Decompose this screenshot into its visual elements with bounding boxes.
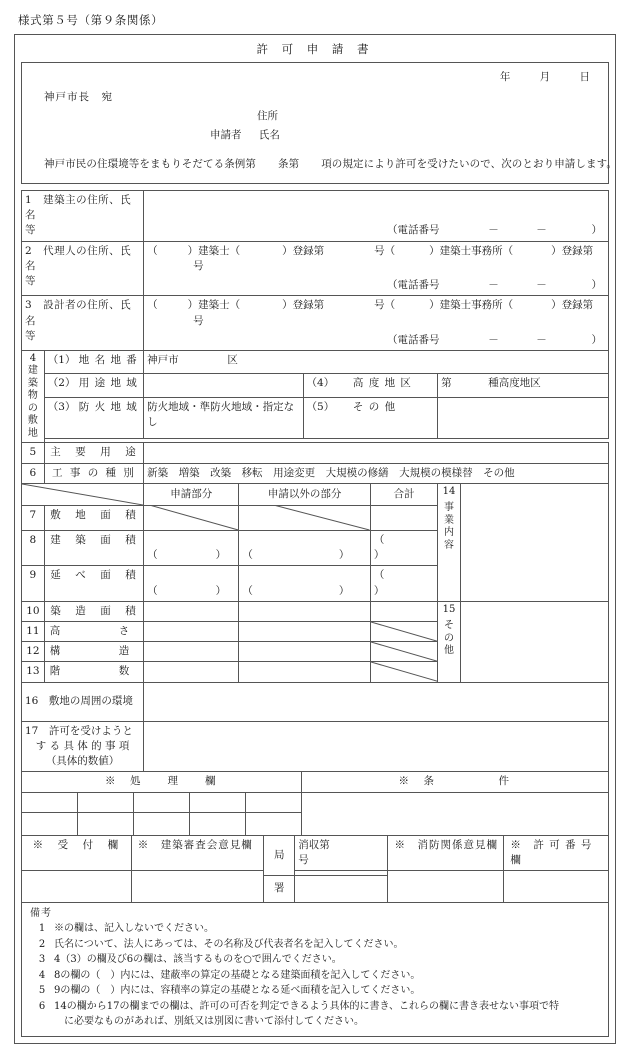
shori-cell-1-4[interactable] (189, 792, 245, 812)
sho-label: 署 (264, 875, 295, 902)
tel-label: （電話番号 (387, 224, 440, 237)
shoshu-go: 号 (298, 853, 309, 866)
area-row-13-label: 階 数 (44, 662, 143, 682)
area-row-13-col1[interactable] (239, 662, 370, 682)
section4-item5-label (303, 397, 438, 438)
shoshu-label: 消収第 (298, 838, 330, 851)
row-section4-item2 (22, 374, 609, 397)
section4-item3-value[interactable] (144, 397, 303, 438)
section4-vline-1: 物の (27, 390, 38, 414)
row-section5 (22, 443, 609, 463)
section15-vline-0: そ (443, 620, 454, 632)
area-row-11-col2[interactable] (370, 622, 437, 642)
tel-dash-1: － (488, 224, 499, 237)
arch-toroku2-2: ）登録第 (551, 244, 594, 257)
note-item (30, 983, 602, 999)
addressee: 神戸市長 宛 (44, 91, 113, 103)
date-day: 日 (579, 71, 590, 83)
shori-cell-2-4[interactable] (189, 812, 245, 835)
section6-options: 新築 増築 改築 移転 用途変更 大規模の修繕 大規模の模様替 その他 (147, 466, 515, 479)
section4-item3-no: （3） (47, 400, 76, 413)
row-section17 (22, 721, 609, 772)
area-row-8-col0[interactable] (144, 530, 239, 565)
area-row-11-col0[interactable] (144, 622, 239, 642)
section4-item4-text: 高 度 地 区 (352, 377, 412, 390)
note-item (30, 937, 602, 953)
area-row-12-col0[interactable] (144, 642, 239, 662)
section15-input-area[interactable] (460, 601, 608, 682)
row1-label-a: 1 建築主の住所、氏名 (25, 194, 132, 222)
row-section6 (22, 463, 609, 483)
note-item (30, 952, 602, 968)
row2-tel[interactable] (144, 276, 609, 296)
note-text: 4（3）の欄及び6の欄は、該当するものを○で囲んでください。 (54, 954, 342, 966)
note-item (30, 999, 602, 1015)
note-text: ※の欄は、記入しないでください。 (54, 923, 214, 935)
section4-item3-label (44, 397, 143, 438)
row1-input-area[interactable] (144, 191, 609, 220)
section4-item2-label (44, 374, 143, 397)
document-title: 許 可 申 請 書 (256, 42, 374, 56)
section4-vline-2: 敷地 (27, 415, 38, 439)
area-row-11-label: 高 さ (44, 622, 143, 642)
area-row-7-col0[interactable] (144, 505, 239, 530)
section4-item2-no: （2） (47, 377, 76, 390)
note-text: 14の欄から17の欄までの欄は、許可の可否を判定できるよう具体的に書き、これらの欄に書き表せない事項で特 (54, 1000, 560, 1012)
row2-arch-line[interactable] (144, 241, 609, 276)
shori-cell-2-3[interactable] (133, 812, 189, 835)
shoshu-value-sho[interactable] (295, 875, 388, 902)
area-row-9-col1[interactable] (239, 566, 370, 601)
area-row-7-no: 7 (22, 505, 45, 530)
area-row-10-no: 10 (22, 601, 45, 621)
section4-item5-value[interactable] (438, 397, 609, 438)
section14-bottom-right[interactable] (460, 566, 608, 601)
joken-value[interactable] (301, 792, 609, 835)
paren-close-9-1: ） (338, 584, 350, 597)
date-line (32, 67, 598, 88)
note-number: 3 (38, 954, 46, 966)
area-row-9-label: 延 べ 面 積 (44, 566, 143, 601)
paren-open-8-0: （ (147, 549, 158, 562)
area-row-9-col2[interactable] (370, 566, 437, 601)
tel-dash-2: － (536, 224, 547, 237)
processing-header-row (22, 772, 609, 792)
area-row-9-col0[interactable] (144, 566, 239, 601)
official-processing-table (21, 772, 609, 835)
row-section16 (22, 682, 609, 721)
joken-header: ※ 条 件 (301, 772, 609, 792)
statement-part1: 神戸市民の住環境等をまもりそだてる条例第 (44, 158, 256, 170)
date-year: 年 (499, 71, 511, 83)
areas-col-header-0: 申請部分 (144, 483, 239, 505)
area-row-8-col1[interactable] (239, 530, 370, 565)
section4-item4-no: （4） (306, 377, 335, 390)
row-areas-header (22, 483, 609, 505)
section4-item2-value[interactable] (144, 374, 303, 397)
processing-row-1 (22, 792, 609, 812)
shobo-header: ※ 消防関係意見欄 (388, 836, 504, 871)
arch-kenchikushi-2: ）建築士（ (187, 244, 241, 257)
section4-item1-city: 神戸市 (147, 353, 179, 366)
paren-open-9-1: （ (242, 584, 253, 597)
notes-title: 備考 (30, 907, 52, 919)
section15-vline-1: の (443, 632, 454, 644)
area-row-8-col2[interactable] (370, 530, 437, 565)
name-label: 氏名 (258, 129, 280, 141)
row1-tel[interactable] (144, 220, 609, 242)
applicant-name-row (32, 123, 598, 142)
section4-item5-no: （5） (306, 400, 335, 413)
note-text: 8の欄の（ ）内には、建蔽率の算定の基礎となる建築面積を記入してください。 (54, 969, 421, 981)
arch-go-open-3: 号（ (374, 299, 396, 312)
area-row-11-col1[interactable] (239, 622, 370, 642)
row-kenchikunushi (22, 191, 609, 220)
arch-toroku2-3: ）登録第 (551, 299, 594, 312)
note-number: 2 (38, 938, 46, 950)
section15-number: 15 (442, 603, 456, 615)
section17-value[interactable] (144, 721, 609, 772)
area-row-13-no: 13 (22, 662, 45, 682)
section14-vline-3: 容 (443, 539, 454, 551)
reception-header-row (22, 836, 609, 871)
row2-label-cell (22, 241, 144, 296)
note-item (30, 968, 602, 984)
shinsakai-value[interactable] (131, 870, 264, 902)
tel-close: ） (591, 224, 602, 237)
section4-item1-text: 地 名 地 番 (78, 353, 138, 366)
area-row-9-no: 9 (22, 566, 45, 601)
areas-corner-diagonal (22, 483, 144, 505)
section5-value[interactable] (144, 443, 609, 463)
area-row-13-col0[interactable] (144, 662, 239, 682)
arch-open-3: （ (147, 299, 158, 312)
notes-section (21, 903, 609, 1037)
area-row-12-col2[interactable] (370, 642, 437, 662)
row-area-9 (22, 566, 609, 601)
row-dairinin (22, 241, 609, 276)
section4-item3-options: 防火地域・準防火地域・指定なし (147, 400, 295, 428)
area-row-10-col1[interactable] (239, 601, 370, 621)
section14-vline-0: 事 (443, 502, 454, 514)
applicant-address-row (32, 104, 598, 123)
section16-value[interactable] (144, 682, 609, 721)
kyoka-value[interactable] (504, 870, 609, 902)
note-item (30, 921, 602, 937)
tel-dash-4: － (536, 279, 547, 292)
tel-label-2: （電話番号 (387, 279, 440, 292)
section4-item2-text: 用 途 地 域 (78, 377, 138, 390)
section4-item1-ku: 区 (227, 353, 238, 366)
area-row-7-col1[interactable] (239, 505, 370, 530)
arch-go-3: 号 (193, 314, 204, 327)
section4-item4-shu: 種高度地区 (488, 377, 541, 390)
tel-dash-6: － (536, 333, 547, 346)
note-text: 9の欄の（ ）内には、容積率の算定の基礎となる延べ面積を記入してください。 (54, 985, 421, 997)
row3-label-cell (22, 296, 144, 351)
arch-open-2: （ (147, 244, 158, 257)
section4-item1-value[interactable] (144, 350, 609, 373)
section5-label: 主 要 用 途 (44, 443, 143, 463)
tel-label-3: （電話番号 (387, 333, 440, 346)
section5-number: 5 (22, 443, 45, 463)
shoshu-header (295, 836, 388, 871)
area-row-7-col2[interactable] (370, 505, 437, 530)
shori-cell-2-5[interactable] (245, 812, 301, 835)
area-row-10-col0[interactable] (144, 601, 239, 621)
statement-line (32, 142, 617, 175)
shori-cell-1-2[interactable] (77, 792, 133, 812)
section17-line3: （具体的数値） (45, 755, 120, 768)
section17-line2: す る 具 体 的 事 項 (35, 739, 130, 752)
shinsakai-header: ※ 建築審査会意見欄 (131, 836, 264, 871)
section6-value[interactable] (144, 463, 609, 483)
row-area-10 (22, 601, 609, 621)
shori-cell-1-1[interactable] (22, 792, 78, 812)
section4-item4-dai: 第 (441, 377, 452, 390)
kyoku-label: 局 (264, 836, 295, 876)
address-label: 住所 (257, 110, 278, 122)
section6-label: 工 事 の 種 別 (44, 463, 143, 483)
row2-label-a: 2 代理人の住所、氏名 (25, 244, 132, 272)
row-section4-item1 (22, 350, 609, 373)
row1-label-cell (22, 191, 144, 242)
paren-open-9-2: （ (373, 569, 385, 582)
row-sekkeisha (22, 296, 609, 331)
shori-header: ※ 処 理 欄 (22, 772, 302, 792)
form-number: 様式第５号（第９条関係） (18, 13, 164, 27)
arch-jimusho-2: ）建築士事務所（ (429, 244, 514, 257)
shori-cell-1-5[interactable] (245, 792, 301, 812)
row3-label-a: 3 設計者の住所、氏名 (25, 299, 132, 327)
area-row-10-label: 築 造 面 積 (44, 601, 143, 621)
note-text: 氏名について、法人にあっては、その名称及び代表者名を記入してください。 (54, 938, 404, 950)
area-row-11-no: 11 (22, 622, 45, 642)
row3-arch-line[interactable] (144, 296, 609, 331)
paren-close-8-1: ） (338, 549, 350, 562)
paren-close-9-0: ） (215, 584, 227, 597)
arch-jimusho-3: ）建築士事務所（ (429, 299, 514, 312)
note-number: 1 (38, 923, 46, 935)
area-row-13-col2[interactable] (370, 662, 437, 682)
row3-tel[interactable] (144, 331, 609, 351)
area-row-10-col2[interactable] (370, 601, 437, 621)
row3-label-b: 等 (25, 329, 36, 342)
applicant-label: 申請者 (210, 129, 242, 141)
official-reception-table (21, 836, 609, 903)
paren-close-8-0: ） (215, 549, 227, 562)
statement-part3: 項の規定により許可を受けたいので、次のとおり申請します。 (321, 158, 617, 170)
shori-cell-2-1[interactable] (22, 812, 78, 835)
tel-dash-3: － (488, 279, 499, 292)
section4-number: 4 (29, 352, 37, 364)
section17-line1: 17 許可を受けようと (25, 724, 133, 737)
section17-label (22, 721, 144, 772)
section4-item1-no: （1） (47, 353, 76, 366)
section4-item4-value[interactable] (438, 374, 609, 397)
section4-vertical-label (22, 350, 45, 443)
paren-open-8-1: （ (242, 549, 253, 562)
section14-vline-1: 業 (443, 514, 454, 526)
section4-item3-text: 防 火 地 域 (78, 400, 138, 413)
salutation-block (21, 62, 617, 184)
date-month: 月 (539, 71, 551, 83)
statement-part2: 条第 (278, 158, 300, 170)
area-row-12-col1[interactable] (239, 642, 370, 662)
areas-col-header-2: 合計 (370, 483, 437, 505)
section4-item1-label (44, 350, 143, 373)
row-section4-item3 (22, 397, 609, 438)
arch-go-open-2: 号（ (374, 244, 396, 257)
paren-close-8-2: ） (373, 549, 385, 562)
section14-vline-2: 内 (443, 527, 454, 539)
arch-toroku-2: ）登録第 (282, 244, 325, 257)
arch-toroku-3: ）登録第 (282, 299, 325, 312)
row2-label-b: 等 (25, 275, 36, 288)
main-form-table (21, 190, 609, 772)
section15-vline-2: 他 (443, 645, 454, 657)
section15-vertical-label (438, 601, 461, 682)
shori-cell-1-3[interactable] (133, 792, 189, 812)
tel-dash-5: － (488, 333, 499, 346)
section6-number: 6 (22, 463, 45, 483)
shori-cell-2-2[interactable] (77, 812, 133, 835)
areas-col-header-1: 申請以外の部分 (239, 483, 370, 505)
area-row-12-no: 12 (22, 642, 45, 662)
uketsuke-header: ※ 受 付 欄 (22, 836, 132, 871)
section16-label: 16 敷地の周囲の環境 (22, 682, 144, 721)
form-outer-frame (14, 34, 616, 1044)
paren-open-9-0: （ (147, 584, 158, 597)
area-row-7-label: 敷 地 面 積 (44, 505, 143, 530)
tel-close-3: ） (591, 333, 602, 346)
tel-close-2: ） (591, 279, 602, 292)
section14-input-area[interactable] (460, 483, 608, 565)
uketsuke-value[interactable] (22, 870, 132, 902)
section14-vertical-label (438, 483, 461, 565)
note-number: 5 (38, 985, 46, 997)
area-row-12-label: 構 造 (44, 642, 143, 662)
area-row-8-no: 8 (22, 530, 45, 565)
arch-kenchikushi-3: ）建築士（ (187, 299, 241, 312)
shobo-value[interactable] (388, 870, 504, 902)
row1-label-b: 等 (25, 224, 36, 237)
paren-close-9-2: ） (373, 584, 385, 597)
note-number: 6 (38, 1000, 46, 1012)
section4-vline-0: 建築 (27, 365, 38, 389)
section14-number: 14 (442, 485, 456, 497)
section4-item5-text: そ の 他 (352, 400, 397, 413)
note-continuation: に必要なものがあれば、別紙又は別図に書いて添付してください。 (64, 1016, 364, 1028)
paren-open-8-2: （ (373, 533, 385, 546)
section4-item4-label (303, 374, 438, 397)
note-number: 4 (38, 969, 46, 981)
section14-bottom-left (438, 566, 461, 601)
area-row-8-label: 建 築 面 積 (44, 530, 143, 565)
arch-go-2: 号 (193, 259, 204, 272)
kyoka-header: ※ 許 可 番 号 欄 (504, 836, 609, 871)
